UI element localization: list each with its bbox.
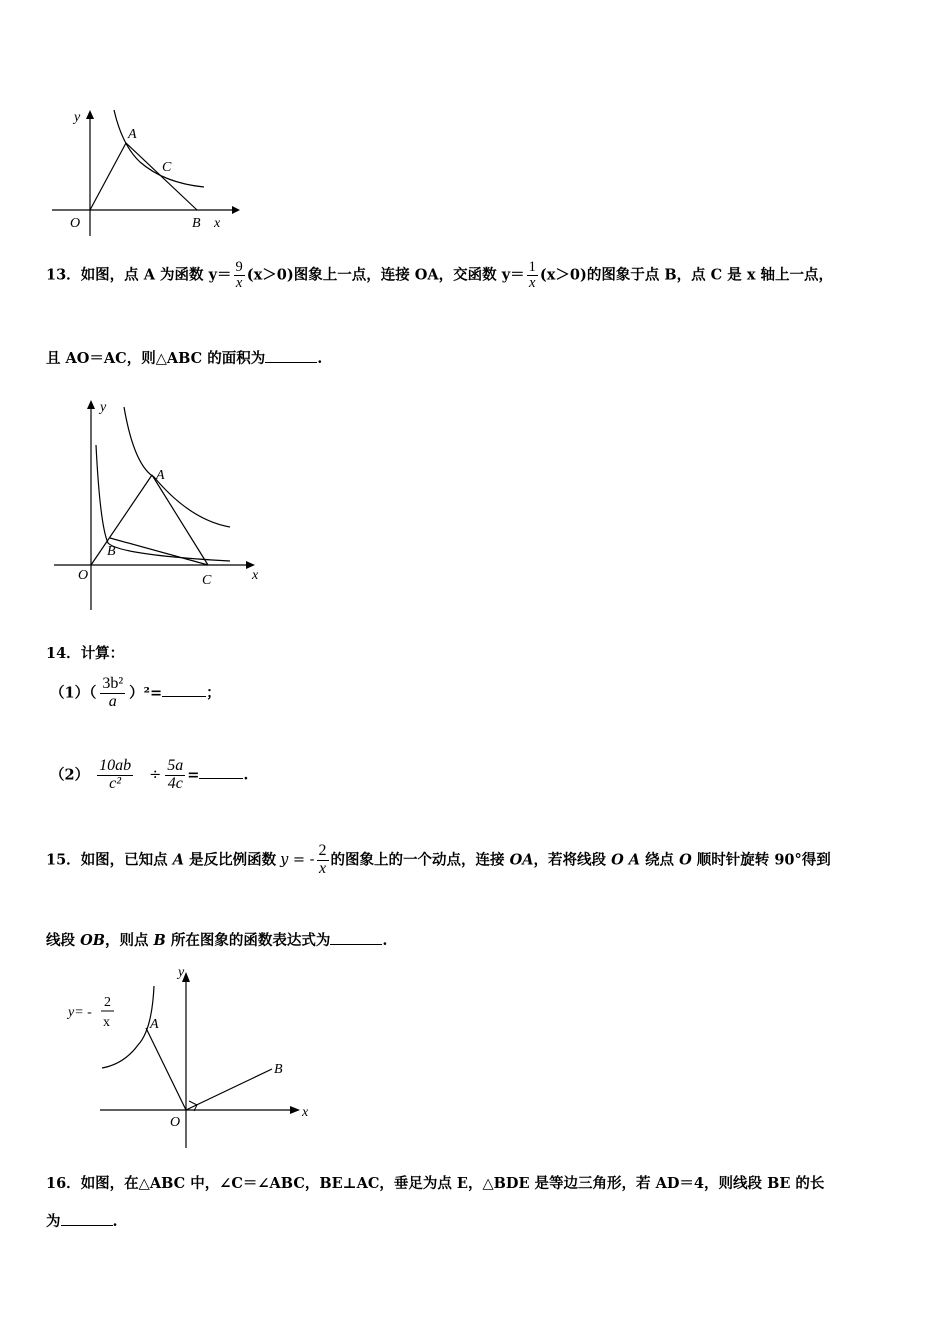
func-label-den: x: [103, 1015, 110, 1030]
q13-line1: 13．如图，点 A 为函数 y＝ $\frac{9}{x}$ (x＞0)图象上一点，连接 OA，交函数 y＝ $\frac{1}{x}$ (x＞0)的图象于点 B，点 C 是 x 轴上一点，: [46, 259, 834, 292]
curve-9-over-x: [124, 407, 230, 527]
func-label-num: 2: [104, 995, 111, 1010]
q16-line1: 16．如图，在△ABC 中，∠C＝∠ABC，BE⊥AC，垂足为点 E，△BDE 是等边三角形，若 AD＝4，则线段 BE 的长: [46, 1175, 825, 1192]
q14-fraction-10ab-over-c2: $\frac{10ab}{\text{c²}}$: [99, 757, 132, 792]
q15-line2: 线段 OB，则点 B 所在图象的函数表达式为 .: [46, 932, 388, 949]
answer-blank[interactable]: [199, 766, 243, 779]
hyperbola-curve: [114, 110, 204, 187]
label-c: C: [202, 573, 212, 588]
answer-blank[interactable]: [330, 932, 382, 945]
answer-blank[interactable]: [265, 350, 317, 363]
segment-oa: [90, 143, 126, 210]
q15-line1: 15．如图，已知点 A 是反比例函数 y = - $\frac{2}{x}$ 的图象上的一个动点，连接 OA，若将线段 O A 绕点 O 顺时针旋转 90°得到: [46, 842, 831, 877]
q16-line2: 为 .: [46, 1213, 118, 1230]
figure-q12: [44, 105, 244, 240]
q14-number: 14．: [46, 645, 81, 662]
label-b: B: [192, 216, 201, 231]
figure-q13: [50, 395, 270, 615]
q13-fraction-1-over-x: $\frac{1}{x}$: [528, 259, 536, 292]
label-x: x: [214, 216, 221, 231]
label-a: A: [128, 127, 137, 142]
q16-number: 16．: [46, 1175, 81, 1192]
y-axis-arrow: [87, 400, 95, 409]
q14-part1: （1）（ $\frac{\text{3b²}}{a}$ ）²= ；: [50, 675, 221, 710]
figure-q15: [60, 960, 325, 1155]
segment-ob: [186, 1069, 272, 1110]
label-b: B: [274, 1062, 283, 1077]
answer-blank[interactable]: [162, 684, 206, 697]
label-c: C: [162, 160, 172, 175]
label-o: O: [78, 568, 89, 583]
label-x: x: [252, 568, 259, 583]
curve-1-over-x: [96, 445, 230, 561]
x-axis-arrow: [290, 1106, 300, 1114]
segment-oa: [146, 1028, 186, 1110]
q13-line2: 且 AO＝AC，则△ABC 的面积为 .: [46, 350, 323, 367]
label-b: B: [107, 544, 116, 559]
y-axis-arrow: [86, 110, 94, 119]
q14-fraction-3b2-over-a: $\frac{\text{3b²}}{a}$: [102, 675, 124, 710]
answer-blank[interactable]: [61, 1213, 113, 1226]
q14-part2: （2） $\frac{10ab}{\text{c²}}$ ÷ $\frac{5a}{4c}$ = .: [50, 757, 249, 792]
label-o: O: [170, 1115, 181, 1130]
segment-ab: [126, 143, 197, 210]
q13-fraction-9-over-x: $\frac{9}{x}$: [235, 259, 243, 292]
func-label-lhs: y= -: [68, 1005, 92, 1020]
segment-oa: [91, 475, 152, 565]
label-o: O: [70, 216, 81, 231]
label-x: x: [302, 1105, 309, 1120]
label-y: y: [178, 965, 185, 980]
q13-number: 13．: [46, 266, 81, 284]
label-y: y: [74, 110, 81, 125]
q14-title: 14．计算：: [46, 645, 125, 662]
x-axis-arrow: [232, 206, 240, 214]
q15-number: 15．: [46, 851, 81, 869]
label-y: y: [100, 400, 107, 415]
q15-fraction-2-over-x: $\frac{2}{x}$: [318, 842, 327, 877]
label-a: A: [156, 468, 165, 483]
q14-fraction-5a-over-4c: $\frac{5a}{4c}$: [167, 757, 184, 792]
label-a: A: [150, 1017, 159, 1032]
